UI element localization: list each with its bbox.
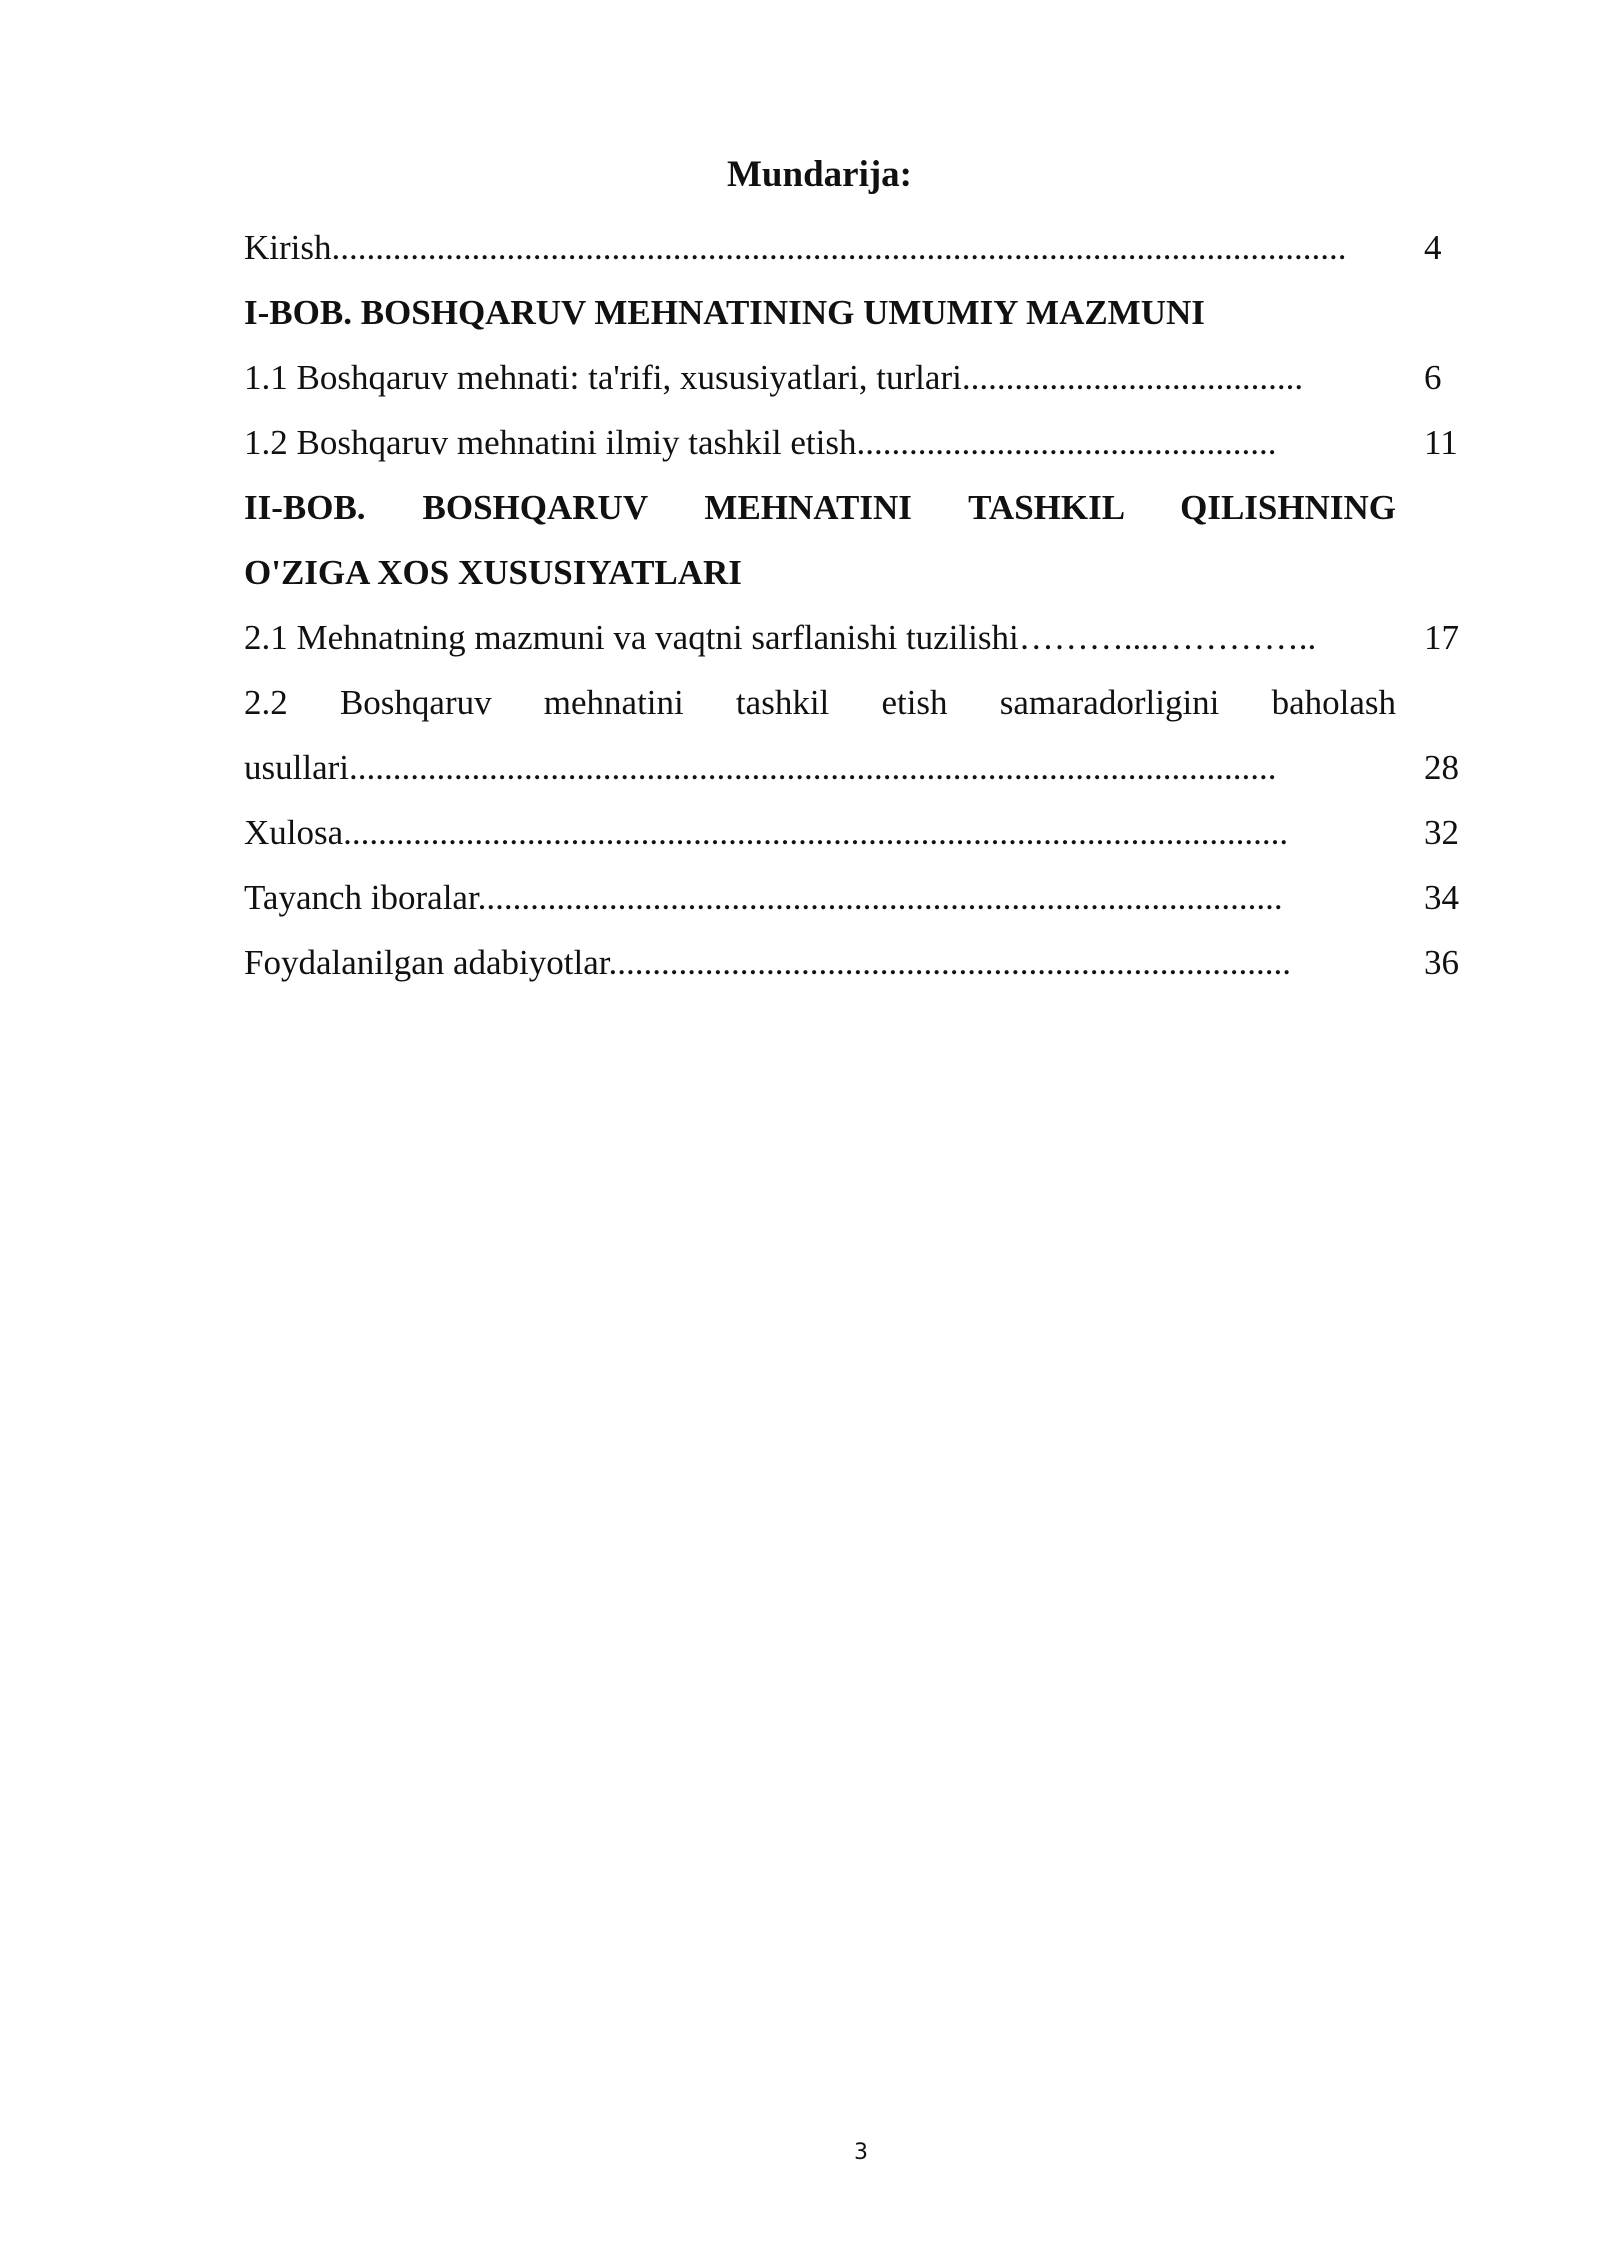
toc-entry-1-1[interactable] [244,345,1464,410]
toc-chapter-1-heading[interactable] [244,280,1464,345]
toc-entry-page: 36 [1424,943,1459,982]
toc-entry-text-line1: 2.2 Boshqaruv mehnatini tashkil etish samaradorligini baholash [244,683,1396,722]
toc-entry-text: 1.1 Boshqaruv mehnati: ta'rifi, xususiyatlari, turlari....................................... [244,358,1304,397]
toc-entry-text: I-BOB. BOSHQARUV MEHNATINING UMUMIY MAZMUNI [244,293,1205,332]
toc-entry-text-line2-row [244,540,1464,605]
toc-entry-text: Xulosa............................................................................................................ [244,813,1289,852]
page-number: 3 [854,2140,868,2165]
toc-entry-page: 17 [1424,618,1459,657]
toc-entry-page: 34 [1424,878,1459,917]
table-of-contents [244,215,1464,995]
toc-entry-text-line2-row [244,735,1464,800]
toc-entry-text-line2: usullari.......................................................................................................... [244,748,1277,787]
toc-entry-text: 1.2 Boshqaruv mehnatini ilmiy tashkil etish................................................ [244,423,1277,462]
toc-entry-text-line1: II-BOB. BOSHQARUV MEHNATINI TASHKIL QILISHNING [244,488,1396,527]
toc-entry-text: Tayanch iboralar............................................................................................ [244,878,1283,917]
toc-chapter-2-heading[interactable] [244,475,1464,605]
toc-entry-2-1[interactable] [244,605,1464,670]
toc-entry-1-2[interactable] [244,410,1464,475]
toc-entry-2-2[interactable] [244,670,1464,800]
toc-entry-text: 2.1 Mehnatning mazmuni va vaqtni sarflanishi tuzilishi………....………….. [244,618,1317,657]
toc-entry-tayanch-iboralar[interactable] [244,865,1464,930]
toc-entry-text: Kirish.................................................................................................................... [244,228,1347,267]
toc-entry-page: 32 [1424,813,1459,852]
toc-entry-kirish[interactable] [244,215,1464,280]
toc-entry-page: 4 [1424,228,1442,267]
toc-entry-text: Foydalanilgan adabiyotlar.............................................................................. [244,943,1291,982]
toc-entry-page: 6 [1424,358,1442,397]
toc-entry-adabiyotlar[interactable] [244,930,1464,995]
toc-entry-xulosa[interactable] [244,800,1464,865]
toc-entry-page: 11 [1424,423,1458,462]
toc-entry-text-line2: O'ZIGA XOS XUSUSIYATLARI [244,553,742,592]
toc-title: Mundarija: [727,154,912,195]
toc-entry-page: 28 [1424,748,1459,787]
